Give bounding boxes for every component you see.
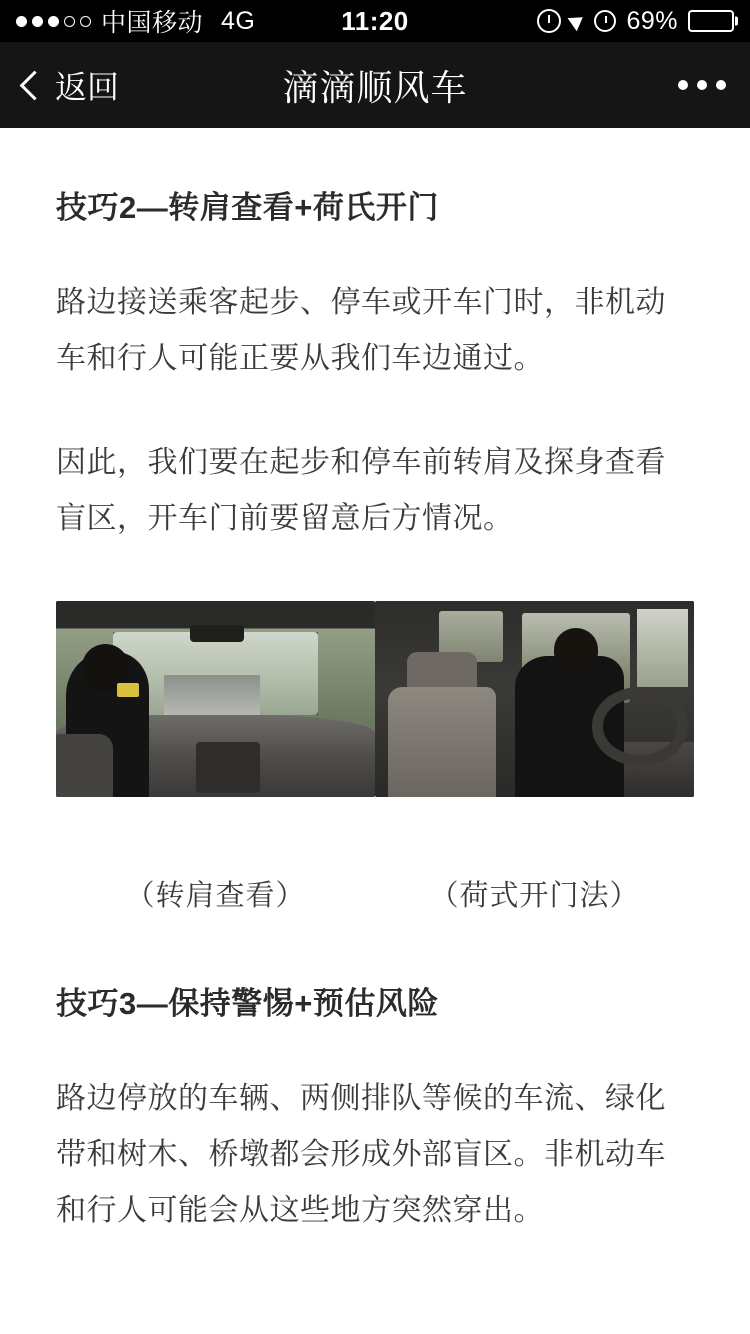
paragraph-3: 路边停放的车辆、两侧排队等候的车流、绿化带和树木、桥墩都会形成外部盲区。非机动车和行人可能会从这些地方突然穿出。 [56, 1082, 666, 1227]
navigation-bar [0, 42, 750, 128]
more-dot-icon [716, 80, 726, 90]
status-bar-right [537, 7, 734, 36]
battery-icon [688, 10, 734, 32]
more-dot-icon [678, 80, 688, 90]
article-content [0, 182, 750, 1239]
signal-strength-icon [16, 16, 91, 27]
network-type-label: 4G [221, 6, 256, 35]
status-bar [0, 0, 750, 42]
status-bar-clock: 11:20 [341, 5, 409, 36]
figure-caption-2: （荷式开门法） [429, 880, 640, 912]
more-dot-icon [697, 80, 707, 90]
figure-image-1[interactable] [56, 601, 375, 797]
alarm-clock-icon [594, 10, 616, 32]
battery-percent-label: 69% [626, 6, 678, 35]
back-button[interactable] [24, 62, 119, 108]
figure-caption-1: （转肩查看） [125, 880, 306, 912]
paragraph-1: 路边接送乘客起步、停车或开车门时，非机动车和行人可能正要从我们车边通过。 [56, 286, 666, 375]
section-heading-1: 技巧2—转肩查看+荷氏开门 [56, 190, 439, 225]
status-bar-left [16, 3, 255, 39]
carrier-label: 中国移动 [101, 9, 204, 37]
more-options-button[interactable] [678, 80, 726, 90]
figure-image-2[interactable] [375, 601, 694, 797]
location-arrow-icon [568, 11, 588, 32]
section-heading-2: 技巧3—保持警惕+预估风险 [56, 986, 439, 1021]
chevron-left-icon [20, 70, 50, 100]
page-title: 滴滴顺风车 [282, 66, 468, 108]
figure-row [56, 601, 694, 797]
back-button-label: 返回 [55, 69, 120, 105]
figure-caption-row [56, 873, 694, 914]
lock-rotation-icon [537, 9, 561, 33]
paragraph-2: 因此，我们要在起步和停车前转肩及探身查看盲区，开车门前要留意后方情况。 [56, 446, 666, 535]
